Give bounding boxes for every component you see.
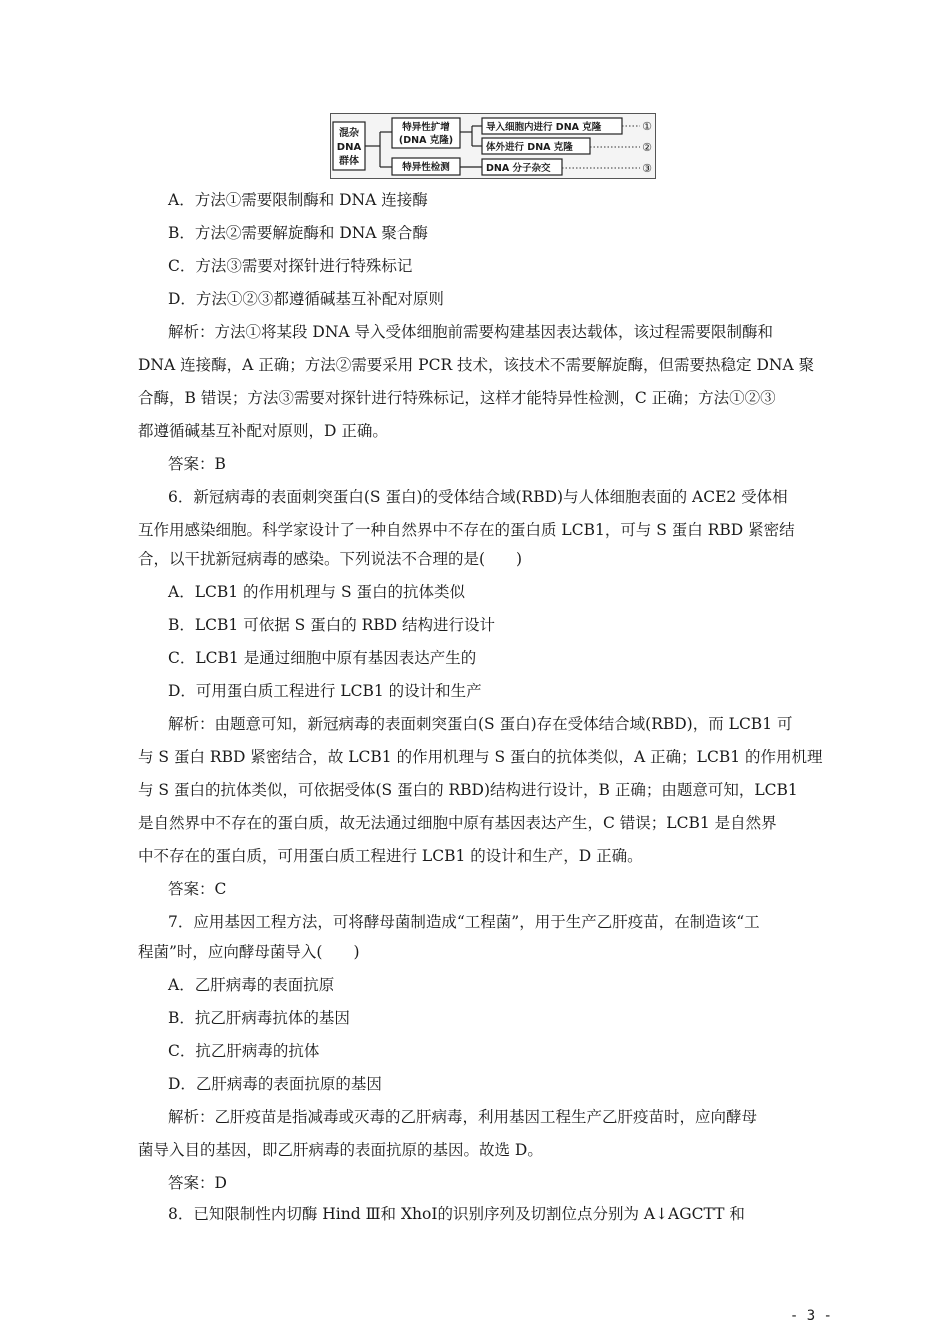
text-line-21: 中不存在的蛋白质，可用蛋白质工程进行 LCB1 的设计和生产，D 正确。 bbox=[138, 847, 643, 865]
text-line-11: 互作用感染细胞。科学家设计了一种自然界中不存在的蛋白质 LCB1，可与 S 蛋白 RBD 紧密结 bbox=[138, 521, 795, 539]
text-line-28: D．乙肝病毒的表面抗原的基因 bbox=[168, 1075, 382, 1093]
text-line-15: C．LCB1 是通过细胞中原有基因表达产生的 bbox=[168, 649, 477, 667]
text-line-32: 8．已知限制性内切酶 Hind Ⅲ和 XhoⅠ的识别序列及切割位点分别为 A↓AGCTT 和 bbox=[168, 1205, 745, 1223]
text-line-30: 菌导入目的基因，即乙肝病毒的表面抗原的基因。故选 D。 bbox=[138, 1141, 543, 1159]
text-line-17: 解析：由题意可知，新冠病毒的表面刺突蛋白(S 蛋白)存在受体结合域(RBD)，而 LCB1 可 bbox=[168, 715, 793, 733]
diagram-branch2: 特异性检测 bbox=[402, 162, 450, 173]
diagram-branch1-line-2: (DNA 克隆) bbox=[398, 135, 454, 146]
diagram-root-line-1: 混杂 bbox=[339, 128, 359, 139]
text-line-9: 答案：B bbox=[168, 455, 226, 473]
diagram-leaf-3: DNA 分子杂交 bbox=[486, 163, 551, 174]
text-line-5: 解析：方法①将某段 DNA 导入受体细胞前需要构建基因表达载体，该过程需要限制酶和 bbox=[168, 323, 774, 341]
text-line-14: B．LCB1 可依据 S 蛋白的 RBD 结构进行设计 bbox=[168, 616, 496, 634]
diagram-root-line-3: 群体 bbox=[339, 156, 359, 167]
text-line-22: 答案：C bbox=[168, 880, 227, 898]
text-line-1: A．方法①需要限制酶和 DNA 连接酶 bbox=[168, 191, 428, 209]
dna-cloning-diagram bbox=[330, 113, 656, 179]
text-line-20: 是自然界中不存在的蛋白质，故无法通过细胞中原有基因表达产生，C 错误；LCB1 是自然界 bbox=[138, 814, 777, 832]
diagram-leaf-1: 导入细胞内进行 DNA 克隆 bbox=[486, 122, 602, 133]
text-line-10: 6．新冠病毒的表面刺突蛋白(S 蛋白)的受体结合域(RBD)与人体细胞表面的 ACE2 受体相 bbox=[168, 488, 788, 506]
text-line-6: DNA 连接酶，A 正确；方法②需要采用 PCR 技术，该技术不需要解旋酶，但需要热稳定 DNA 聚 bbox=[138, 356, 815, 374]
text-line-25: A．乙肝病毒的表面抗原 bbox=[168, 976, 335, 994]
diagram-root-line-2: DNA bbox=[336, 142, 362, 153]
text-line-16: D．可用蛋白质工程进行 LCB1 的设计和生产 bbox=[168, 682, 482, 700]
text-line-18: 与 S 蛋白 RBD 紧密结合，故 LCB1 的作用机理与 S 蛋白的抗体类似，A 正确；LCB1 的作用机理 bbox=[138, 748, 823, 766]
text-line-23: 7．应用基因工程方法，可将酵母菌制造成“工程菌”，用于生产乙肝疫苗，在制造该“工 bbox=[168, 913, 760, 931]
text-line-13: A．LCB1 的作用机理与 S 蛋白的抗体类似 bbox=[168, 583, 465, 601]
diagram-leaf-2: 体外进行 DNA 克隆 bbox=[486, 142, 573, 153]
page-number: - 3 - bbox=[789, 1308, 832, 1324]
text-line-4: D．方法①②③都遵循碱基互补配对原则 bbox=[168, 290, 444, 308]
text-line-24: 程菌”时，应向酵母菌导入( ) bbox=[138, 943, 360, 961]
diagram-marker-1: ① bbox=[642, 120, 652, 133]
text-line-8: 都遵循碱基互补配对原则，D 正确。 bbox=[138, 422, 388, 440]
text-line-27: C．抗乙肝病毒的抗体 bbox=[168, 1042, 320, 1060]
text-line-26: B．抗乙肝病毒抗体的基因 bbox=[168, 1009, 350, 1027]
text-line-2: B．方法②需要解旋酶和 DNA 聚合酶 bbox=[168, 224, 428, 242]
text-line-3: C．方法③需要对探针进行特殊标记 bbox=[168, 257, 413, 275]
diagram-marker-3: ③ bbox=[642, 162, 652, 175]
diagram-marker-2: ② bbox=[642, 141, 652, 154]
diagram-branch1-line-1: 特异性扩增 bbox=[402, 122, 450, 133]
text-line-19: 与 S 蛋白的抗体类似，可依据受体(S 蛋白的 RBD)结构进行设计，B 正确；由题意可知，LCB1 bbox=[138, 781, 798, 799]
text-line-31: 答案：D bbox=[168, 1174, 227, 1192]
text-line-12: 合，以干扰新冠病毒的感染。下列说法不合理的是( ) bbox=[138, 550, 523, 568]
text-line-7: 合酶，B 错误；方法③需要对探针进行特殊标记，这样才能特异性检测，C 正确；方法①②③ bbox=[138, 389, 776, 407]
text-line-29: 解析：乙肝疫苗是指减毒或灭毒的乙肝病毒，利用基因工程生产乙肝疫苗时，应向酵母 bbox=[168, 1108, 758, 1126]
